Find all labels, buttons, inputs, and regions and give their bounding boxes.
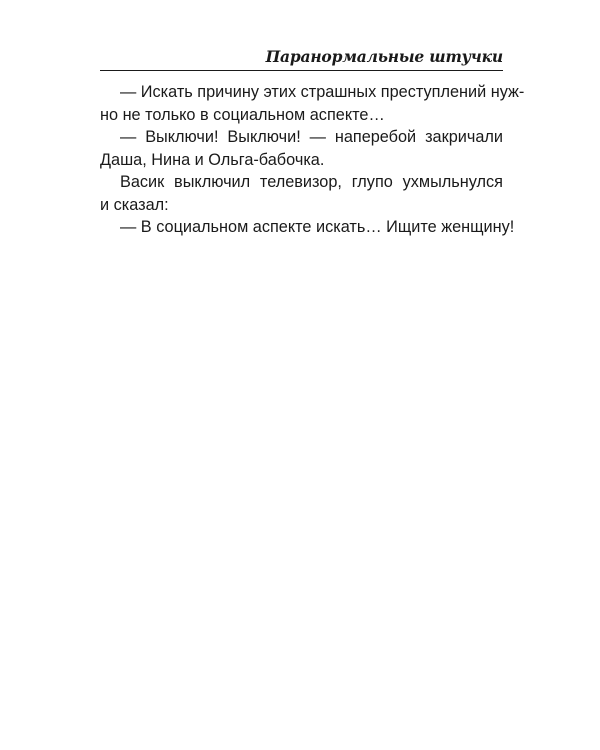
text-line: Даша, Нина и Ольга-бабочка. <box>100 150 325 169</box>
body-text <box>100 81 525 239</box>
text-line: — В социальном аспекте искать… Ищите женщину! <box>120 218 515 236</box>
text-line: и сказал: <box>100 195 169 214</box>
running-head-title: Паранормальные штучки <box>265 47 503 66</box>
text-line: Васик выключил телевизор, глупо ухмыльнулся <box>120 173 503 191</box>
text-line: — Выключи! Выключи! — наперебой закричали <box>120 128 503 146</box>
text-line: но не только в социальном аспекте… <box>100 105 385 124</box>
text-line: — Искать причину этих страшных преступлений нуж- <box>120 83 525 101</box>
running-head <box>100 44 503 71</box>
